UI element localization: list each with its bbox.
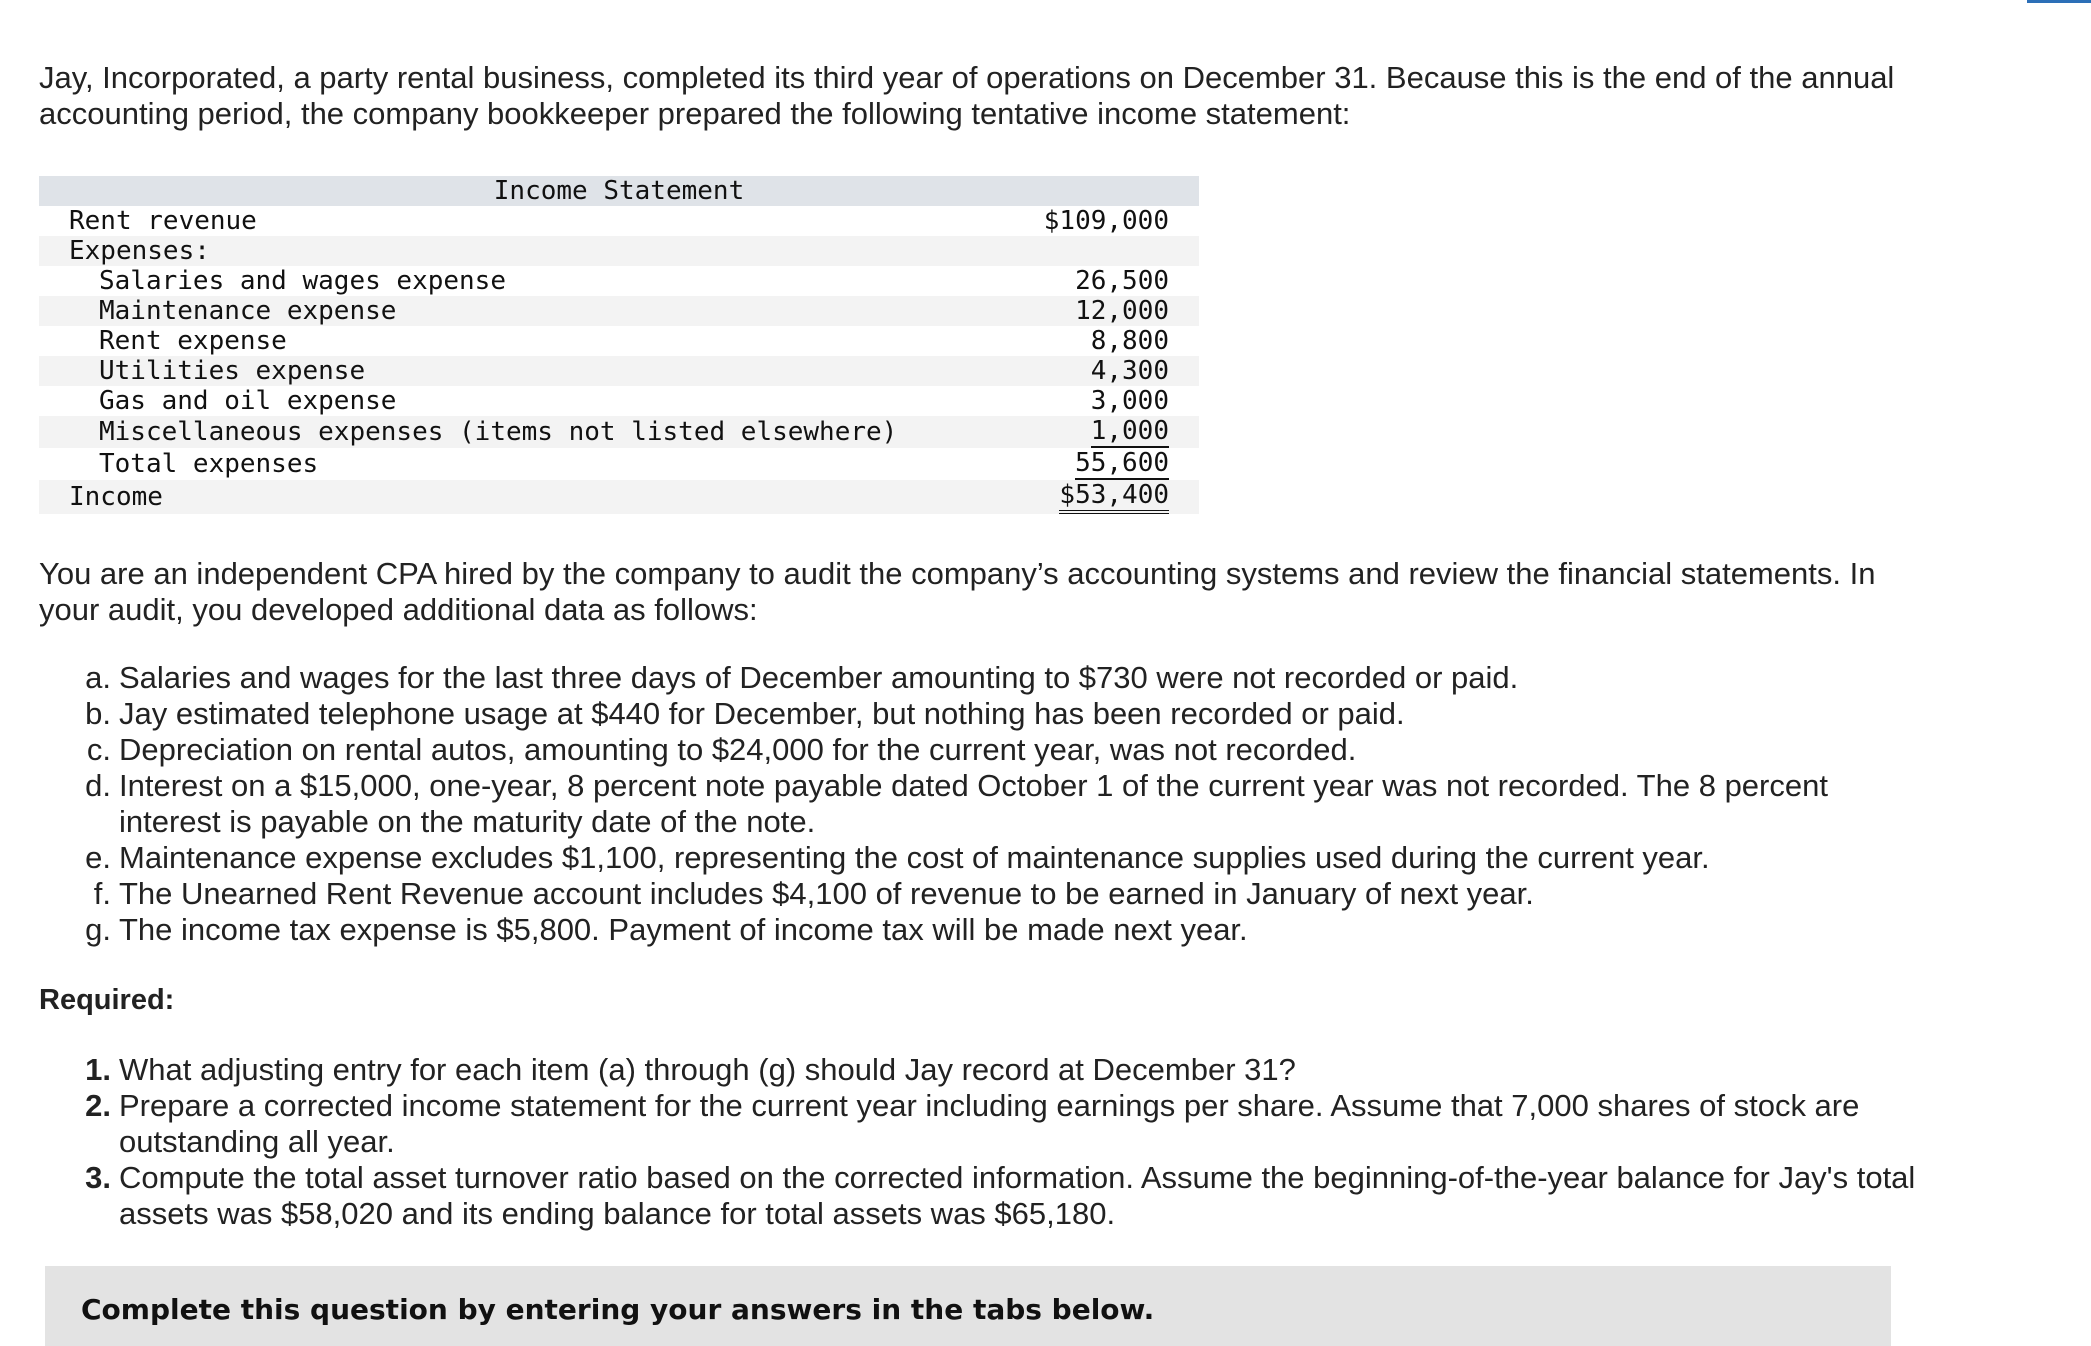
row-amount: 55,600 xyxy=(1075,448,1169,478)
row-label: Income xyxy=(39,480,979,514)
required-list xyxy=(39,1052,1919,1232)
list-item xyxy=(85,660,1919,696)
row-amount: 12,000 xyxy=(1075,296,1169,326)
list-item xyxy=(85,1160,1919,1232)
required-heading: Required: xyxy=(39,984,175,1016)
item-text: Compute the total asset turnover ratio based on the corrected information. Assume the beginning-of-the-year balance for Jay's total assets was $58,020 and its ending balance for total assets was $65,180. xyxy=(119,1160,1916,1231)
list-item xyxy=(85,1052,1919,1088)
row-label: Total expenses xyxy=(99,449,319,479)
table-row xyxy=(39,296,1199,326)
item-marker: d. xyxy=(85,768,111,803)
item-marker: c. xyxy=(86,732,111,767)
item-marker: b. xyxy=(85,696,111,731)
table-row xyxy=(39,236,1199,266)
item-marker: 1. xyxy=(85,1052,111,1087)
row-amount: 3,000 xyxy=(1090,386,1169,416)
list-item xyxy=(85,696,1919,732)
statement-title: Income Statement xyxy=(39,176,1199,206)
item-text: Depreciation on rental autos, amounting to $24,000 for the current year, was not recorded. xyxy=(119,732,1357,767)
list-item xyxy=(93,876,1919,912)
row-label: Utilities expense xyxy=(39,356,979,386)
list-item xyxy=(85,912,1919,948)
row-amount: 4,300 xyxy=(1090,356,1169,386)
row-label: Rent revenue xyxy=(69,206,257,236)
item-text: Salaries and wages for the last three days of December amounting to $730 were not recorded or paid. xyxy=(119,660,1519,695)
row-amount: $109,000 xyxy=(1043,206,1169,236)
table-row xyxy=(39,416,1199,448)
banner-text: Complete this question by entering your answers in the tabs below. xyxy=(81,1293,1155,1326)
row-label: Miscellaneous expenses (items not listed elsewhere) xyxy=(39,416,979,448)
row-label: Expenses: xyxy=(39,236,979,266)
instructions-banner xyxy=(45,1266,1891,1346)
row-label: Gas and oil expense xyxy=(99,386,397,416)
item-text: Interest on a $15,000, one-year, 8 percent note payable dated October 1 of the current year was not recorded. The 8 percent interest is payable on the maturity date of the note. xyxy=(119,768,1828,839)
item-marker: 2. xyxy=(85,1088,111,1123)
row-amount: $53,400 xyxy=(1059,480,1169,514)
item-marker: g. xyxy=(85,912,111,947)
item-text: Maintenance expense excludes $1,100, representing the cost of maintenance supplies used during the current year. xyxy=(119,840,1710,875)
list-item xyxy=(86,732,1919,768)
row-label: Salaries and wages expense xyxy=(99,266,506,296)
item-marker: 3. xyxy=(85,1160,111,1195)
item-text: What adjusting entry for each item (a) through (g) should Jay record at December 31? xyxy=(119,1052,1296,1087)
income-statement-table xyxy=(39,176,1199,514)
row-label: Rent expense xyxy=(99,326,287,356)
intro-paragraph: Jay, Incorporated, a party rental business, completed its third year of operations on December 31. Because this is the end of the annual accounting period, the company bookkeeper prepared the following tentative income statement: xyxy=(39,60,1895,131)
table-row xyxy=(39,356,1199,386)
question-content xyxy=(39,0,1919,1232)
item-marker: e. xyxy=(85,840,111,875)
row-amount: 26,500 xyxy=(1075,266,1169,296)
table-row xyxy=(39,326,1199,356)
item-marker: a. xyxy=(85,660,111,695)
item-text: Jay estimated telephone usage at $440 for December, but nothing has been recorded or paid. xyxy=(119,696,1405,731)
item-text: Prepare a corrected income statement for the current year including earnings per share. Assume that 7,000 shares of stock are outstanding all year. xyxy=(119,1088,1860,1159)
item-marker: f. xyxy=(93,876,111,911)
list-item xyxy=(85,768,1919,840)
top-accent-line xyxy=(2027,0,2091,3)
table-header-row xyxy=(39,176,1199,206)
table-row xyxy=(39,206,1199,236)
item-text: The income tax expense is $5,800. Payment of income tax will be made next year. xyxy=(119,912,1248,947)
audit-items-list xyxy=(39,660,1919,948)
table-row xyxy=(39,480,1199,514)
row-label: Maintenance expense xyxy=(39,296,979,326)
row-amount: 1,000 xyxy=(1090,416,1169,446)
row-amount: 8,800 xyxy=(1090,326,1169,356)
item-text: The Unearned Rent Revenue account includes $4,100 of revenue to be earned in January of next year. xyxy=(119,876,1534,911)
table-row xyxy=(39,448,1199,480)
table-row xyxy=(39,266,1199,296)
audit-intro-paragraph: You are an independent CPA hired by the company to audit the company’s accounting systems and review the financial statements. In your audit, you developed additional data as follows: xyxy=(39,556,1876,627)
list-item xyxy=(85,1088,1919,1160)
table-row xyxy=(39,386,1199,416)
list-item xyxy=(85,840,1919,876)
